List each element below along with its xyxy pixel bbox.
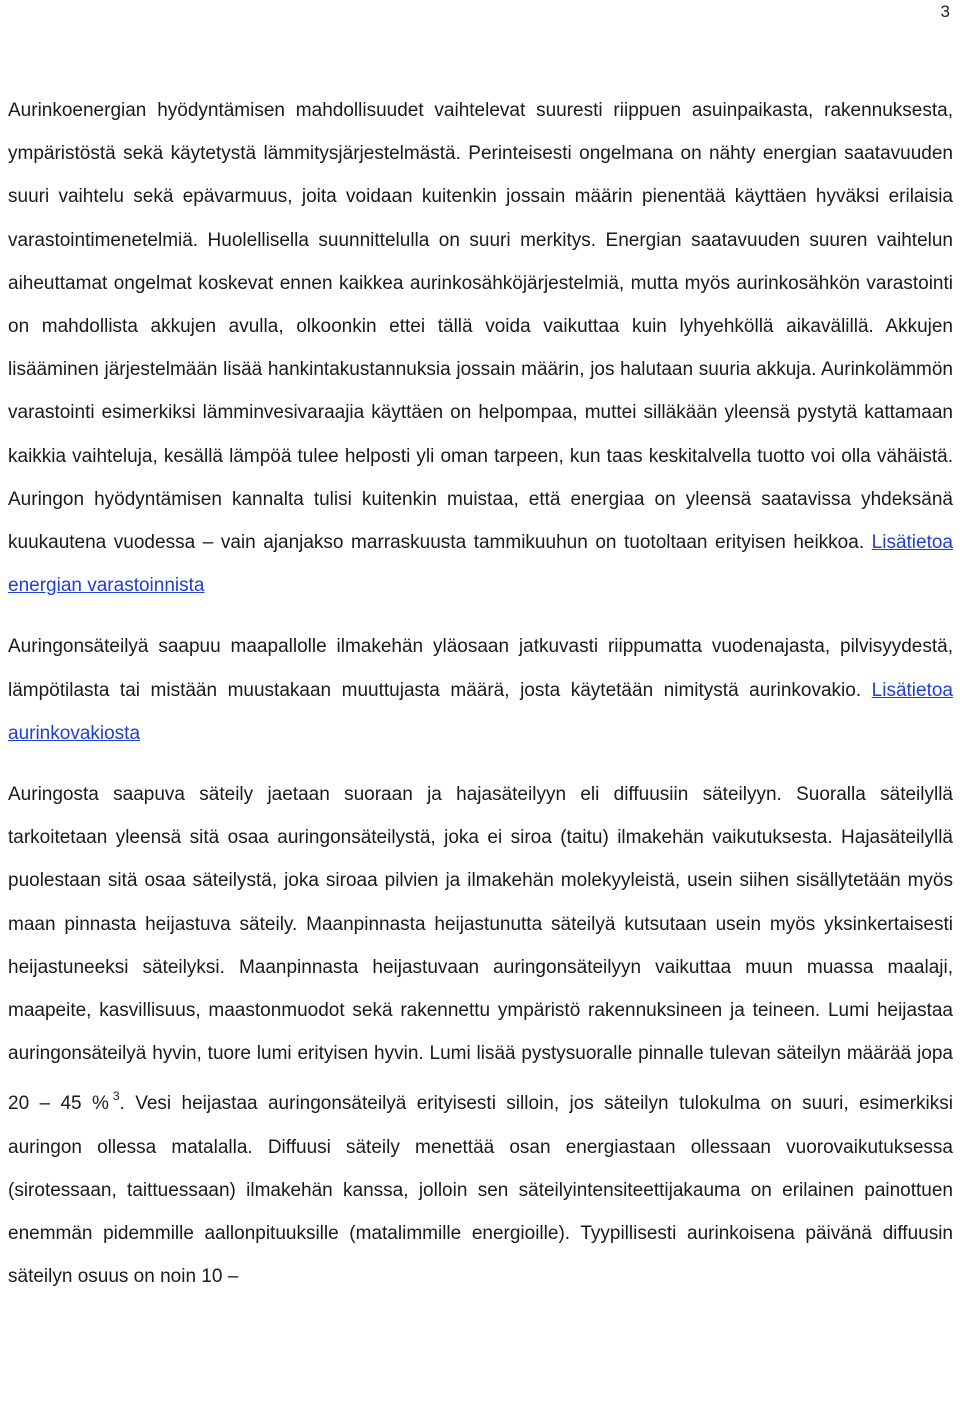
paragraph-radiation-types bbox=[8, 773, 953, 1298]
energy-storage-link[interactable]: Lisätietoa energian varastoinnista bbox=[8, 532, 953, 597]
page-number: 3 bbox=[940, 2, 950, 21]
document-body bbox=[8, 89, 953, 1298]
paragraph-text: Auringosta saapuva säteily jaetaan suoraan ja hajasäteilyyn eli diffuusiin säteilyyn. Suoralla säteilyllä tarkoitetaan yleensä sitä osaa auringonsäteilystä, joka ei siroa (taitu) ilmakehän vaikutuksesta. Hajasäteilyllä puolestaan sitä osaa säteilystä, joka siroaa pilvien ja ilmakehän molekyyleistä, usein siihen sisällytetään myös maan pinnasta heijastuva säteily. Maanpinnasta heijastunutta säteilyä kutsutaan usein myös yksinkertaisesti heijastuneeksi säteilyksi. Maanpinnasta heijastuvaan auringonsäteilyyn vaikuttaa muun muassa maalaji, maapeite, kasvillisuus, maastonmuodot sekä rakennettu ympäristö rakennuksineen ja teineen. Lumi heijastaa auringonsäteilyä hyvin, tuore lumi erityisen hyvin. Lumi lisää pystysuoralle pinnalle tulevan säteilyn määrää jopa 20 – 45 % bbox=[8, 784, 953, 1115]
paragraph-text-continued: . Vesi heijastaa auringonsäteilyä erityisesti silloin, jos säteilyn tulokulma on suuri, esimerkiksi auringon ollessa matalalla. Diffuusi säteily menettää osan energiastaan ollessaan vuorovaikutuksessa (sirotessaan, taittuessaan) ilmakehän kanssa, jolloin sen säteilyintensiteettijakauma on erilainen painottuen enemmän pidemmille aallonpituuksille (matalimmille energioille). Tyypillisesti aurinkoisena päivänä diffuusin säteilyn osuus on noin 10 – bbox=[8, 1093, 953, 1288]
solar-constant-link[interactable]: Lisätietoa aurinkovakiosta bbox=[8, 679, 953, 744]
paragraph-solar-constant bbox=[8, 625, 953, 755]
paragraph-text: Aurinkoenergian hyödyntämisen mahdollisuudet vaihtelevat suuresti riippuen asuinpaikasta, rakennuksesta, ympäristöstä sekä käytetystä lämmitysjärjestelmästä. Perinteisesti ongelmana on nähty energian saatavuuden suuri vaihtelu sekä epävarmuus, joita voidaan kuitenkin jossain määrin pienentää käyttäen hyväksi erilaisia varastointimenetelmiä. Huolellisella suunnittelulla on suuri merkitys. Energian saatavuuden suuren vaihtelun aiheuttamat ongelmat koskevat ennen kaikkea aurinkosähköjärjestelmiä, mutta myös aurinkosähkön varastointi on mahdollista akkujen avulla, olkoonkin ettei tällä voida vaikuttaa kuin lyhyehköllä aikavälillä. Akkujen lisääminen järjestelmään lisää hankintakustannuksia jossain määrin, jos halutaan suuria akkuja. Aurinkolämmön varastointi esimerkiksi lämminvesivaraajia käyttäen on helpompaa, muttei silläkään yleensä pystytä kattamaan kaikkia vaihteluja, kesällä lämpöä tulee helposti yli oman tarpeen, kun taas keskitalvella tuotto voi olla vähäistä. Auringon hyödyntämisen kannalta tulisi kuitenkin muistaa, että energiaa on yleensä saatavissa yhdeksänä kuukautena vuodessa – vain ajanjakso marraskuusta tammikuuhun on tuotoltaan erityisen heikkoa. bbox=[8, 100, 953, 554]
paragraph-energy-storage bbox=[8, 89, 953, 607]
footnote-reference: 3 bbox=[112, 1089, 120, 1104]
paragraph-text: Auringonsäteilyä saapuu maapallolle ilmakehän yläosaan jatkuvasti riippumatta vuodenajasta, pilvisyydestä, lämpötilasta tai mistään muustakaan muuttujasta määrä, josta käytetään nimitystä aurinkovakio. bbox=[8, 636, 953, 701]
